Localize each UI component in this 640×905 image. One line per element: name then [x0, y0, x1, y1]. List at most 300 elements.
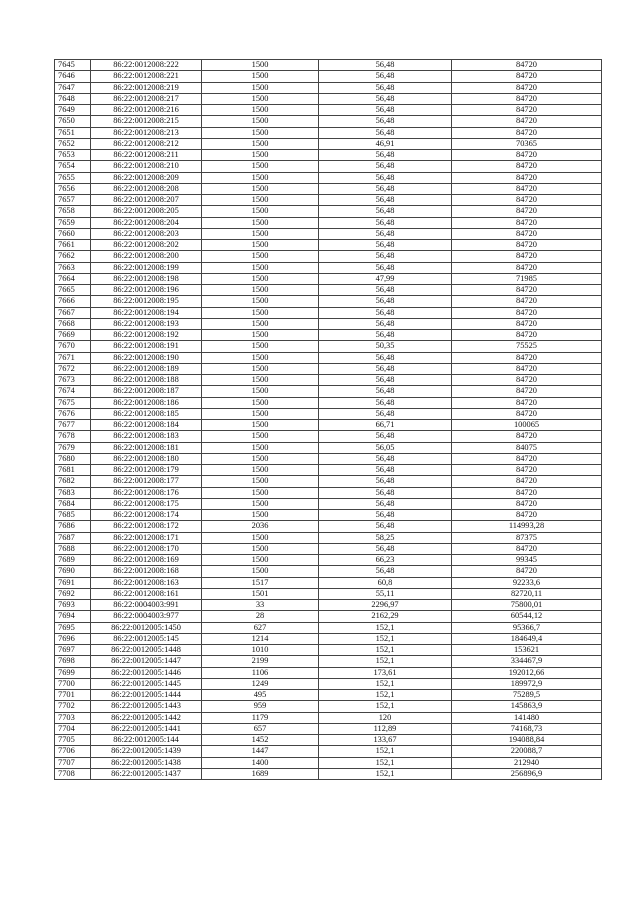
specific-value-cell: 152,1 — [319, 701, 452, 712]
specific-value-cell: 56,48 — [319, 487, 452, 498]
table-row — [55, 150, 602, 161]
cadastral-value-cell: 84720 — [452, 262, 602, 273]
cadastral-number-cell: 86:22:0012008:193 — [91, 318, 202, 329]
area-cell: 28 — [202, 611, 319, 622]
table-row — [55, 735, 602, 746]
specific-value-cell: 56,48 — [319, 431, 452, 442]
specific-value-cell: 56,48 — [319, 183, 452, 194]
specific-value-cell: 47,99 — [319, 273, 452, 284]
specific-value-cell: 152,1 — [319, 633, 452, 644]
cadastral-value-cell: 84720 — [452, 408, 602, 419]
row-number-cell: 7646 — [55, 71, 91, 82]
cadastral-number-cell: 86:22:0004003:991 — [91, 600, 202, 611]
cadastral-value-cell: 84720 — [452, 161, 602, 172]
cadastral-number-cell: 86:22:0012008:187 — [91, 386, 202, 397]
specific-value-cell: 152,1 — [319, 757, 452, 768]
row-number-cell: 7692 — [55, 588, 91, 599]
specific-value-cell: 56,48 — [319, 543, 452, 554]
cadastral-value-cell: 189972,9 — [452, 678, 602, 689]
table-row — [55, 757, 602, 768]
area-cell: 1106 — [202, 667, 319, 678]
cadastral-value-cell: 84720 — [452, 183, 602, 194]
area-cell: 1500 — [202, 375, 319, 386]
specific-value-cell: 56,48 — [319, 150, 452, 161]
area-cell: 1500 — [202, 442, 319, 453]
specific-value-cell: 56,48 — [319, 71, 452, 82]
table-row — [55, 622, 602, 633]
area-cell: 1500 — [202, 431, 319, 442]
area-cell: 1500 — [202, 105, 319, 116]
specific-value-cell: 173,61 — [319, 667, 452, 678]
table-row — [55, 60, 602, 71]
area-cell: 1501 — [202, 588, 319, 599]
specific-value-cell: 56,48 — [319, 408, 452, 419]
row-number-cell: 7698 — [55, 656, 91, 667]
row-number-cell: 7678 — [55, 431, 91, 442]
specific-value-cell: 46,91 — [319, 138, 452, 149]
cadastral-value-cell: 84720 — [452, 172, 602, 183]
table-row — [55, 375, 602, 386]
row-number-cell: 7704 — [55, 723, 91, 734]
cadastral-value-cell: 84720 — [452, 487, 602, 498]
cadastral-value-cell: 95366,7 — [452, 622, 602, 633]
row-number-cell: 7645 — [55, 60, 91, 71]
specific-value-cell: 56,48 — [319, 352, 452, 363]
cadastral-value-cell: 84720 — [452, 453, 602, 464]
area-cell: 1447 — [202, 746, 319, 757]
cadastral-number-cell: 86:22:0012008:189 — [91, 363, 202, 374]
table-row — [55, 127, 602, 138]
cadastral-number-cell: 86:22:0012008:175 — [91, 498, 202, 509]
row-number-cell: 7681 — [55, 465, 91, 476]
specific-value-cell: 152,1 — [319, 656, 452, 667]
table-row — [55, 431, 602, 442]
specific-value-cell: 56,48 — [319, 217, 452, 228]
cadastral-value-cell: 334467,9 — [452, 656, 602, 667]
specific-value-cell: 120 — [319, 712, 452, 723]
row-number-cell: 7688 — [55, 543, 91, 554]
area-cell: 1500 — [202, 228, 319, 239]
specific-value-cell: 58,25 — [319, 532, 452, 543]
specific-value-cell: 152,1 — [319, 622, 452, 633]
cadastral-number-cell: 86:22:0012008:163 — [91, 577, 202, 588]
area-cell: 1179 — [202, 712, 319, 723]
row-number-cell: 7687 — [55, 532, 91, 543]
row-number-cell: 7679 — [55, 442, 91, 453]
row-number-cell: 7676 — [55, 408, 91, 419]
table-row — [55, 161, 602, 172]
area-cell: 1500 — [202, 273, 319, 284]
cadastral-value-cell: 84720 — [452, 105, 602, 116]
area-cell: 1500 — [202, 453, 319, 464]
table-row — [55, 555, 602, 566]
cadastral-value-cell: 84720 — [452, 431, 602, 442]
specific-value-cell: 56,48 — [319, 172, 452, 183]
area-cell: 959 — [202, 701, 319, 712]
area-cell: 1400 — [202, 757, 319, 768]
area-cell: 1500 — [202, 285, 319, 296]
area-cell: 33 — [202, 600, 319, 611]
specific-value-cell: 55,11 — [319, 588, 452, 599]
cadastral-value-cell: 75525 — [452, 341, 602, 352]
area-cell: 1500 — [202, 330, 319, 341]
cadastral-number-cell: 86:22:0012008:202 — [91, 240, 202, 251]
cadastral-number-cell: 86:22:0012008:215 — [91, 116, 202, 127]
row-number-cell: 7652 — [55, 138, 91, 149]
specific-value-cell: 56,48 — [319, 195, 452, 206]
cadastral-value-cell: 84720 — [452, 498, 602, 509]
cadastral-number-cell: 86:22:0012008:190 — [91, 352, 202, 363]
area-cell: 1500 — [202, 71, 319, 82]
table-row — [55, 633, 602, 644]
row-number-cell: 7705 — [55, 735, 91, 746]
area-cell: 1500 — [202, 183, 319, 194]
table-row — [55, 397, 602, 408]
area-cell: 2036 — [202, 521, 319, 532]
table-row — [55, 543, 602, 554]
cadastral-number-cell: 86:22:0012005:1445 — [91, 678, 202, 689]
cadastral-value-cell: 84720 — [452, 476, 602, 487]
table-row — [55, 656, 602, 667]
cadastral-value-cell: 75800,01 — [452, 600, 602, 611]
cadastral-number-cell: 86:22:0012008:174 — [91, 510, 202, 521]
cadastral-number-cell: 86:22:0012008:204 — [91, 217, 202, 228]
cadastral-number-cell: 86:22:0012005:1443 — [91, 701, 202, 712]
row-number-cell: 7708 — [55, 768, 91, 779]
cadastral-number-cell: 86:22:0012008:192 — [91, 330, 202, 341]
area-cell: 1500 — [202, 150, 319, 161]
cadastral-number-cell: 86:22:0012008:186 — [91, 397, 202, 408]
row-number-cell: 7706 — [55, 746, 91, 757]
table-row — [55, 600, 602, 611]
cadastral-number-cell: 86:22:0012008:198 — [91, 273, 202, 284]
cadastral-number-cell: 86:22:0012008:169 — [91, 555, 202, 566]
area-cell: 1500 — [202, 420, 319, 431]
table-row — [55, 566, 602, 577]
specific-value-cell: 56,48 — [319, 465, 452, 476]
cadastral-value-cell: 84720 — [452, 71, 602, 82]
row-number-cell: 7647 — [55, 82, 91, 93]
table-row — [55, 588, 602, 599]
area-cell: 1010 — [202, 645, 319, 656]
area-cell: 1500 — [202, 363, 319, 374]
cadastral-number-cell: 86:22:0012008:176 — [91, 487, 202, 498]
cadastral-number-cell: 86:22:0012008:184 — [91, 420, 202, 431]
area-cell: 1500 — [202, 262, 319, 273]
cadastral-value-table — [54, 59, 602, 780]
table-row — [55, 206, 602, 217]
table-row — [55, 723, 602, 734]
specific-value-cell: 56,48 — [319, 510, 452, 521]
specific-value-cell: 56,48 — [319, 453, 452, 464]
cadastral-value-cell: 84720 — [452, 296, 602, 307]
table-row — [55, 273, 602, 284]
area-cell: 1500 — [202, 60, 319, 71]
table-row — [55, 386, 602, 397]
area-cell: 2199 — [202, 656, 319, 667]
cadastral-value-cell: 84720 — [452, 352, 602, 363]
cadastral-value-cell: 92233,6 — [452, 577, 602, 588]
specific-value-cell: 152,1 — [319, 746, 452, 757]
table-body — [55, 60, 602, 780]
table-row — [55, 285, 602, 296]
row-number-cell: 7655 — [55, 172, 91, 183]
row-number-cell: 7677 — [55, 420, 91, 431]
cadastral-number-cell: 86:22:0012005:144 — [91, 735, 202, 746]
row-number-cell: 7691 — [55, 577, 91, 588]
row-number-cell: 7671 — [55, 352, 91, 363]
specific-value-cell: 56,05 — [319, 442, 452, 453]
specific-value-cell: 152,1 — [319, 690, 452, 701]
row-number-cell: 7696 — [55, 633, 91, 644]
row-number-cell: 7666 — [55, 296, 91, 307]
row-number-cell: 7662 — [55, 251, 91, 262]
table-row — [55, 678, 602, 689]
row-number-cell: 7700 — [55, 678, 91, 689]
specific-value-cell: 56,48 — [319, 127, 452, 138]
table-row — [55, 71, 602, 82]
area-cell: 1500 — [202, 352, 319, 363]
row-number-cell: 7654 — [55, 161, 91, 172]
table-row — [55, 228, 602, 239]
cadastral-value-cell: 184649,4 — [452, 633, 602, 644]
specific-value-cell: 56,48 — [319, 60, 452, 71]
table-row — [55, 420, 602, 431]
table-row — [55, 251, 602, 262]
row-number-cell: 7707 — [55, 757, 91, 768]
specific-value-cell: 152,1 — [319, 645, 452, 656]
row-number-cell: 7684 — [55, 498, 91, 509]
cadastral-number-cell: 86:22:0012005:1447 — [91, 656, 202, 667]
specific-value-cell: 2296,97 — [319, 600, 452, 611]
row-number-cell: 7674 — [55, 386, 91, 397]
cadastral-value-cell: 60544,12 — [452, 611, 602, 622]
specific-value-cell: 56,48 — [319, 375, 452, 386]
row-number-cell: 7667 — [55, 307, 91, 318]
table-row — [55, 341, 602, 352]
cadastral-number-cell: 86:22:0012008:194 — [91, 307, 202, 318]
cadastral-value-cell: 71985 — [452, 273, 602, 284]
cadastral-number-cell: 86:22:0012008:168 — [91, 566, 202, 577]
specific-value-cell: 56,48 — [319, 521, 452, 532]
area-cell: 1214 — [202, 633, 319, 644]
table-row — [55, 667, 602, 678]
cadastral-number-cell: 86:22:0012008:212 — [91, 138, 202, 149]
table-row — [55, 611, 602, 622]
cadastral-number-cell: 86:22:0012005:1450 — [91, 622, 202, 633]
table-row — [55, 701, 602, 712]
cadastral-value-cell: 256896,9 — [452, 768, 602, 779]
cadastral-value-cell: 84720 — [452, 566, 602, 577]
area-cell: 1500 — [202, 138, 319, 149]
area-cell: 1500 — [202, 195, 319, 206]
cadastral-number-cell: 86:22:0012008:172 — [91, 521, 202, 532]
table-row — [55, 105, 602, 116]
area-cell: 1500 — [202, 93, 319, 104]
specific-value-cell: 56,48 — [319, 363, 452, 374]
row-number-cell: 7663 — [55, 262, 91, 273]
cadastral-value-cell: 84720 — [452, 543, 602, 554]
area-cell: 1500 — [202, 240, 319, 251]
cadastral-value-cell: 84720 — [452, 60, 602, 71]
table-row — [55, 690, 602, 701]
table-row — [55, 712, 602, 723]
table-row — [55, 363, 602, 374]
row-number-cell: 7668 — [55, 318, 91, 329]
row-number-cell: 7686 — [55, 521, 91, 532]
table-row — [55, 746, 602, 757]
row-number-cell: 7690 — [55, 566, 91, 577]
area-cell: 1500 — [202, 532, 319, 543]
cadastral-value-cell: 145863,9 — [452, 701, 602, 712]
area-cell: 1500 — [202, 318, 319, 329]
table-row — [55, 330, 602, 341]
area-cell: 1517 — [202, 577, 319, 588]
area-cell: 1500 — [202, 206, 319, 217]
table-row — [55, 453, 602, 464]
area-cell: 495 — [202, 690, 319, 701]
area-cell: 1452 — [202, 735, 319, 746]
specific-value-cell: 56,48 — [319, 105, 452, 116]
cadastral-number-cell: 86:22:0012008:196 — [91, 285, 202, 296]
area-cell: 1500 — [202, 487, 319, 498]
cadastral-number-cell: 86:22:0012005:1442 — [91, 712, 202, 723]
table-row — [55, 442, 602, 453]
row-number-cell: 7648 — [55, 93, 91, 104]
cadastral-value-cell: 84720 — [452, 318, 602, 329]
row-number-cell: 7664 — [55, 273, 91, 284]
area-cell: 1500 — [202, 116, 319, 127]
row-number-cell: 7650 — [55, 116, 91, 127]
specific-value-cell: 2162,29 — [319, 611, 452, 622]
area-cell: 1500 — [202, 307, 319, 318]
row-number-cell: 7697 — [55, 645, 91, 656]
cadastral-value-cell: 212940 — [452, 757, 602, 768]
area-cell: 1500 — [202, 172, 319, 183]
specific-value-cell: 56,48 — [319, 82, 452, 93]
area-cell: 1500 — [202, 251, 319, 262]
cadastral-number-cell: 86:22:0012008:188 — [91, 375, 202, 386]
table-row — [55, 510, 602, 521]
cadastral-number-cell: 86:22:0012008:180 — [91, 453, 202, 464]
specific-value-cell: 56,48 — [319, 566, 452, 577]
row-number-cell: 7702 — [55, 701, 91, 712]
table-row — [55, 217, 602, 228]
specific-value-cell: 56,48 — [319, 262, 452, 273]
cadastral-value-cell: 100065 — [452, 420, 602, 431]
table-row — [55, 487, 602, 498]
specific-value-cell: 56,48 — [319, 228, 452, 239]
row-number-cell: 7675 — [55, 397, 91, 408]
cadastral-number-cell: 86:22:0012008:200 — [91, 251, 202, 262]
cadastral-value-cell: 114993,28 — [452, 521, 602, 532]
cadastral-value-cell: 84720 — [452, 93, 602, 104]
cadastral-number-cell: 86:22:0012008:191 — [91, 341, 202, 352]
cadastral-value-cell: 84720 — [452, 195, 602, 206]
area-cell: 1500 — [202, 543, 319, 554]
row-number-cell: 7672 — [55, 363, 91, 374]
row-number-cell: 7659 — [55, 217, 91, 228]
row-number-cell: 7656 — [55, 183, 91, 194]
cadastral-value-cell: 84720 — [452, 127, 602, 138]
specific-value-cell: 56,48 — [319, 240, 452, 251]
cadastral-number-cell: 86:22:0012008:210 — [91, 161, 202, 172]
cadastral-number-cell: 86:22:0012008:203 — [91, 228, 202, 239]
row-number-cell: 7694 — [55, 611, 91, 622]
area-cell: 1500 — [202, 296, 319, 307]
cadastral-value-cell: 84720 — [452, 228, 602, 239]
cadastral-value-cell: 87375 — [452, 532, 602, 543]
cadastral-number-cell: 86:22:0012005:1437 — [91, 768, 202, 779]
row-number-cell: 7660 — [55, 228, 91, 239]
row-number-cell: 7695 — [55, 622, 91, 633]
specific-value-cell: 56,48 — [319, 285, 452, 296]
cadastral-number-cell: 86:22:0012008:183 — [91, 431, 202, 442]
row-number-cell: 7653 — [55, 150, 91, 161]
cadastral-number-cell: 86:22:0012008:185 — [91, 408, 202, 419]
cadastral-value-cell: 84720 — [452, 386, 602, 397]
area-cell: 1500 — [202, 161, 319, 172]
area-cell: 1500 — [202, 397, 319, 408]
area-cell: 1500 — [202, 341, 319, 352]
specific-value-cell: 56,48 — [319, 116, 452, 127]
cadastral-value-cell: 84720 — [452, 397, 602, 408]
cadastral-value-cell: 84720 — [452, 150, 602, 161]
row-number-cell: 7682 — [55, 476, 91, 487]
cadastral-value-cell: 84720 — [452, 285, 602, 296]
table-row — [55, 577, 602, 588]
cadastral-value-cell: 82720,11 — [452, 588, 602, 599]
cadastral-number-cell: 86:22:0012008:181 — [91, 442, 202, 453]
table-row — [55, 93, 602, 104]
table-row — [55, 408, 602, 419]
row-number-cell: 7673 — [55, 375, 91, 386]
area-cell: 1500 — [202, 476, 319, 487]
specific-value-cell: 112,89 — [319, 723, 452, 734]
row-number-cell: 7703 — [55, 712, 91, 723]
specific-value-cell: 152,1 — [319, 678, 452, 689]
table-row — [55, 296, 602, 307]
cadastral-number-cell: 86:22:0012008:213 — [91, 127, 202, 138]
specific-value-cell: 56,48 — [319, 318, 452, 329]
cadastral-value-cell: 70365 — [452, 138, 602, 149]
cadastral-number-cell: 86:22:0012008:209 — [91, 172, 202, 183]
cadastral-number-cell: 86:22:0012005:1441 — [91, 723, 202, 734]
row-number-cell: 7658 — [55, 206, 91, 217]
row-number-cell: 7680 — [55, 453, 91, 464]
cadastral-value-cell: 194088,84 — [452, 735, 602, 746]
cadastral-value-cell: 192012,66 — [452, 667, 602, 678]
table-row — [55, 183, 602, 194]
cadastral-number-cell: 86:22:0012008:161 — [91, 588, 202, 599]
specific-value-cell: 56,48 — [319, 386, 452, 397]
cadastral-value-cell: 99345 — [452, 555, 602, 566]
specific-value-cell: 56,48 — [319, 206, 452, 217]
row-number-cell: 7699 — [55, 667, 91, 678]
cadastral-value-cell: 84720 — [452, 510, 602, 521]
cadastral-number-cell: 86:22:0012008:207 — [91, 195, 202, 206]
row-number-cell: 7651 — [55, 127, 91, 138]
specific-value-cell: 56,48 — [319, 161, 452, 172]
cadastral-number-cell: 86:22:0012008:211 — [91, 150, 202, 161]
table-row — [55, 768, 602, 779]
cadastral-number-cell: 86:22:0012008:217 — [91, 93, 202, 104]
area-cell: 1500 — [202, 465, 319, 476]
cadastral-value-cell: 75289,5 — [452, 690, 602, 701]
table-row — [55, 476, 602, 487]
row-number-cell: 7649 — [55, 105, 91, 116]
area-cell: 1500 — [202, 510, 319, 521]
